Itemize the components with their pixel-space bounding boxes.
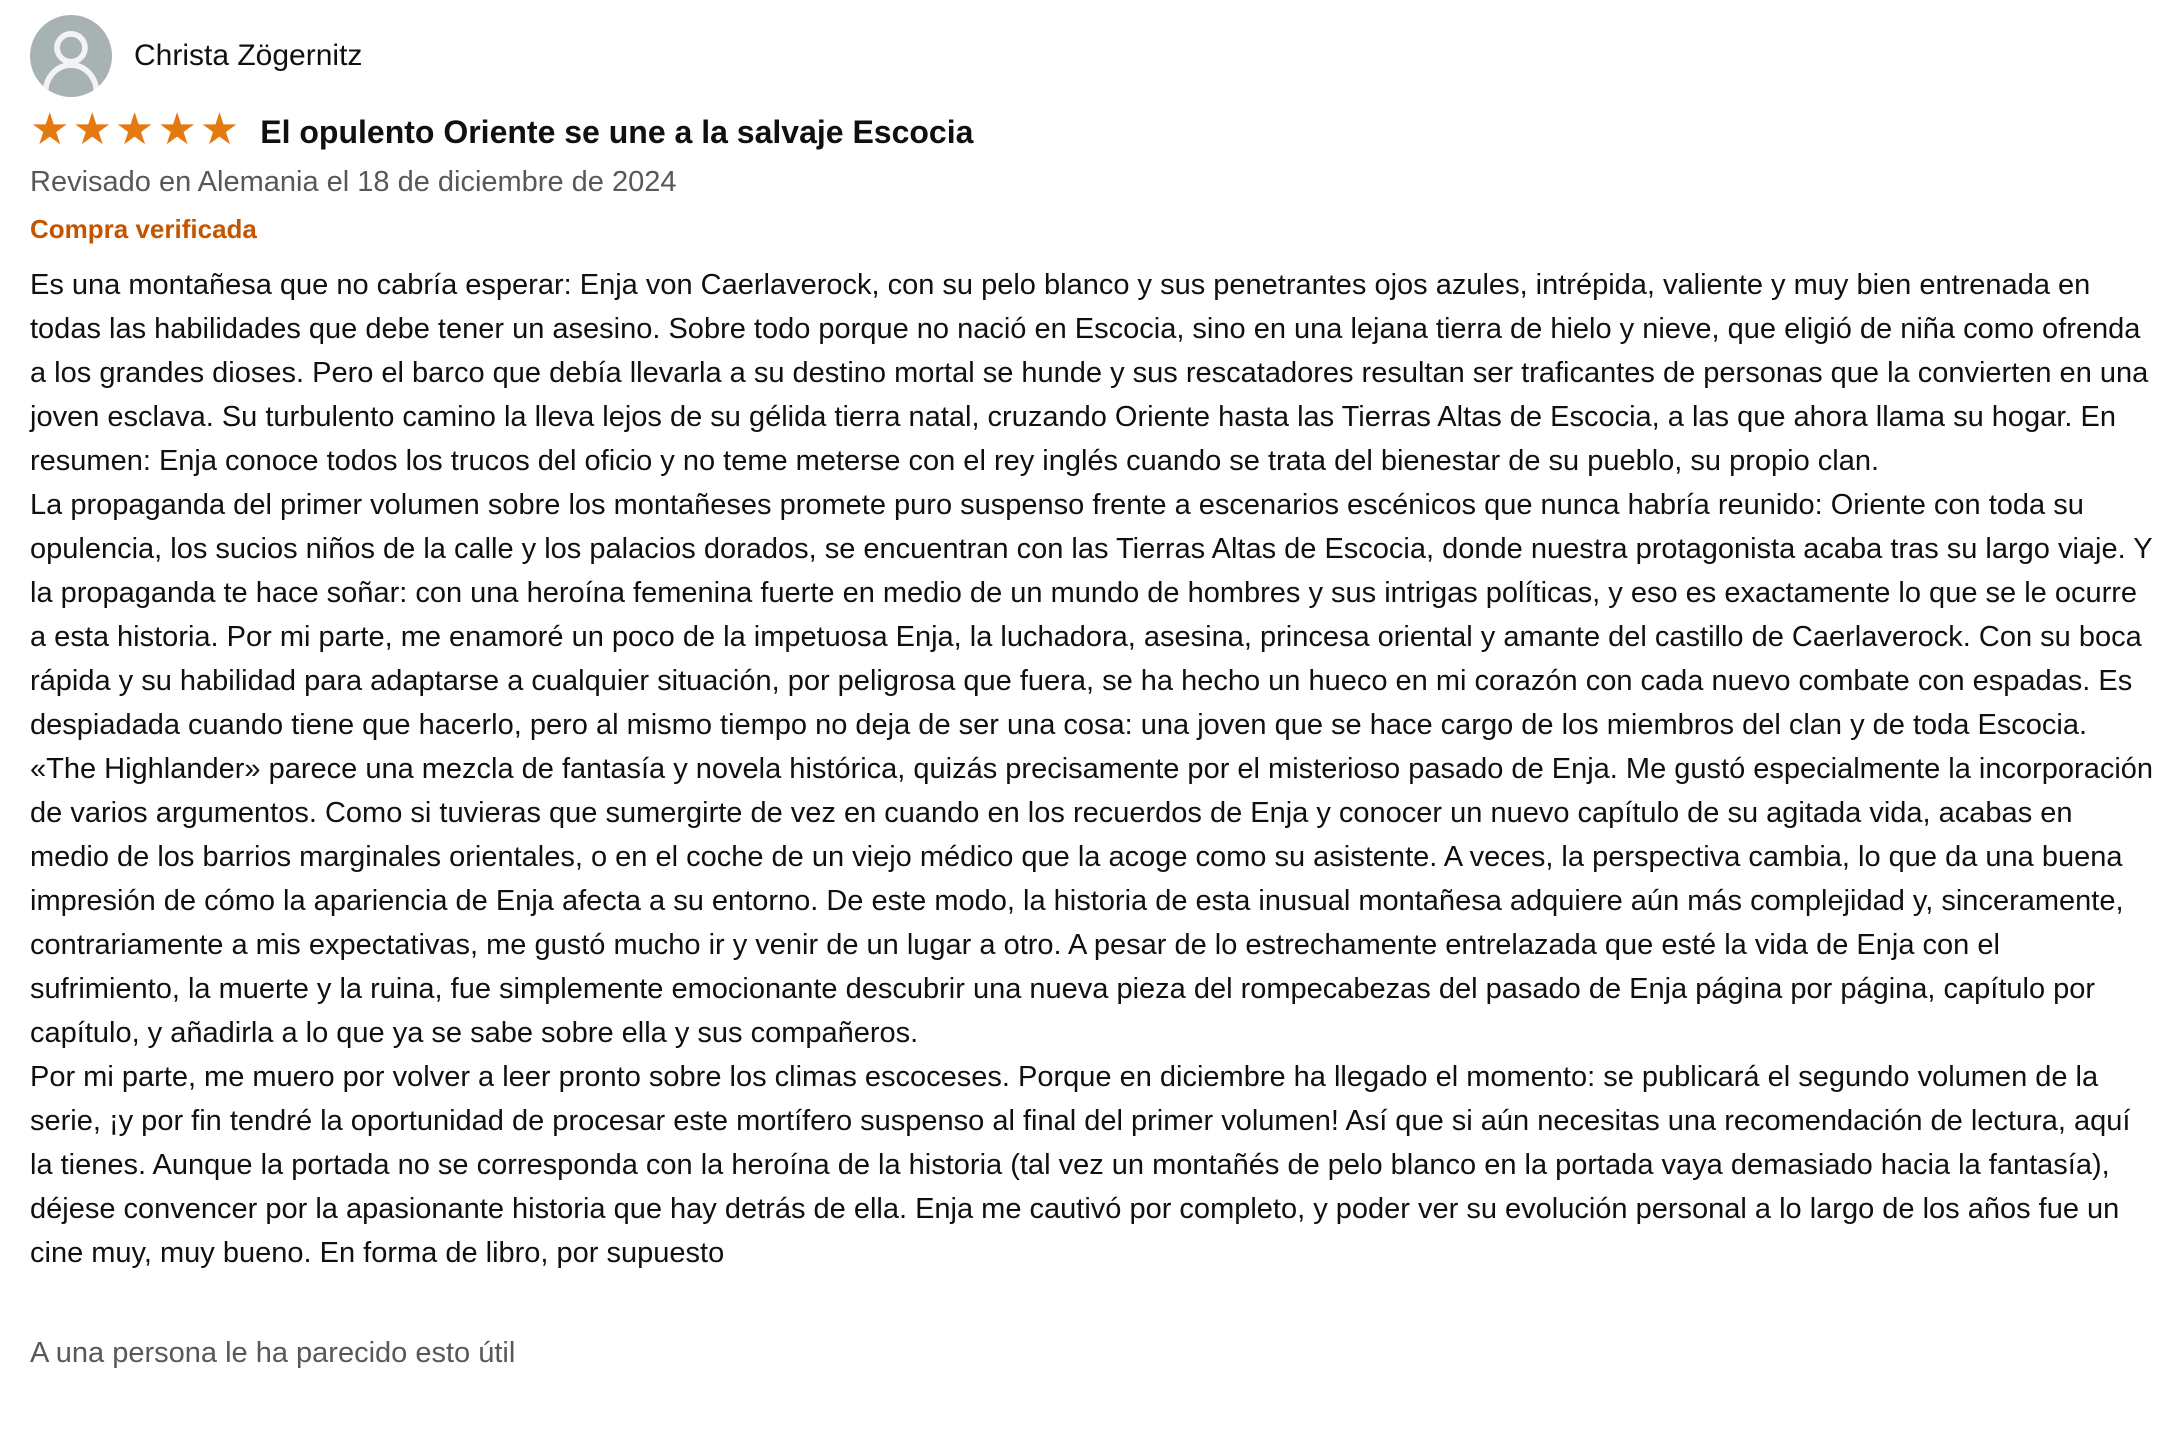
helpful-count-text: A una persona le ha parecido esto útil: [30, 1337, 516, 1370]
review-paragraph: La propaganda del primer volumen sobre los montañeses promete puro suspenso frente a escenarios escénicos que nunca habría reunido: Oriente con toda su opulencia, los sucios niños de la calle y los palacios dorados, se encuentran con las Tierras Altas de Escocia, donde nuestra protagonista acaba tras su largo viaje. Y la propaganda te hace soñar: con una heroína femenina fuerte en medio de un mundo de hombres y sus intrigas políticas, y eso es exactamente lo que se le ocurre a esta historia. Por mi parte, me enamoré un poco de la impetuosa Enja, la luchadora, asesina, princesa oriental y amante del castillo de Caerlaverock. Con su boca rápida y su habilidad para adaptarse a cualquier situación, por peligrosa que fuera, se ha hecho un hueco en mi corazón con cada nuevo combate con espadas. Es despiadada cuando tiene que hacerlo, pero al mismo tiempo no deja de ser una cosa: una joven que se hace cargo de los miembros del clan y de toda Escocia.: [30, 489, 2153, 742]
review-paragraph: Es una montañesa que no cabría esperar: Enja von Caerlaverock, con su pelo blanco y sus penetrantes ojos azules, intrépida, valiente y muy bien entrenada en todas las habilidades que debe tener un asesino. Sobre todo porque no nació en Escocia, sino en una lejana tierra de hielo y nieve, que eligió de niña como ofrenda a los grandes dioses. Pero el barco que debía llevarla a su destino mortal se hunde y sus rescatadores resultan ser traficantes de personas que la convierten en una joven esclava. Su turbulento camino la lleva lejos de su gélida tierra natal, cruzando Oriente hasta las Tierras Altas de Escocia, a las que ahora llama su hogar. En resumen: Enja conoce todos los trucos del oficio y no teme meterse con el rey inglés cuando se trata del bienestar de su pueblo, su propio clan.: [30, 269, 2149, 478]
review-title-link[interactable]: El opulento Oriente se une a la salvaje Escocia: [260, 113, 974, 150]
review-body: [30, 263, 2156, 1275]
reviewer-name[interactable]: Christa Zögernitz: [134, 39, 363, 72]
review-paragraph: «The Highlander» parece una mezcla de fantasía y novela histórica, quizás precisamente por el misterioso pasado de Enja. Me gustó especialmente la incorporación de varios argumentos. Como si tuvieras que sumergirte de vez en cuando en los recuerdos de Enja y conocer un nuevo capítulo de su agitada vida, acabas en medio de los barrios marginales orientales, o en el coche de un viejo médico que la acoge como su asistente. A veces, la perspectiva cambia, lo que da una buena impresión de cómo la apariencia de Enja afecta a su entorno. De este modo, la historia de esta inusual montañesa adquiere aún más complejidad y, sinceramente, contrariamente a mis expectativas, me gustó mucho ir y venir de un lugar a otro. A pesar de lo estrechamente entrelazada que esté la vida de Enja con el sufrimiento, la muerte y la ruina, fue simplemente emocionante descubrir una nueva pieza del rompecabezas del pasado de Enja página por página, capítulo por capítulo, y añadirla a lo que ya se sabe sobre ella y sus compañeros.: [30, 753, 2154, 1050]
rating-row: [30, 105, 2156, 154]
review-paragraph: Por mi parte, me muero por volver a leer pronto sobre los climas escoceses. Porque en diciembre ha llegado el momento: se publicará el segundo volumen de la serie, ¡y por fin tendré la oportunidad de procesar este mortífero suspenso al final del primer volumen! Así que si aún necesitas una recomendación de lectura, aquí la tienes. Aunque la portada no se corresponda con la heroína de la historia (tal vez un montañés de pelo blanco en la portada vaya demasiado hacia la fantasía), déjese convencer por la apasionante historia que hay detrás de ella. Enja me cautivó por completo, y poder ver su evolución personal a lo largo de los años fue un cine muy, muy bueno. En forma de libro, por supuesto: [30, 1061, 2131, 1270]
avatar[interactable]: [30, 15, 112, 97]
review-date: Revisado en Alemania el 18 de diciembre de 2024: [30, 166, 677, 198]
star-rating-icon: ★★★★★: [30, 105, 243, 154]
reviewer-profile[interactable]: [30, 14, 2156, 98]
person-icon: [30, 15, 112, 97]
verified-purchase-badge: Compra verificada: [30, 214, 257, 245]
